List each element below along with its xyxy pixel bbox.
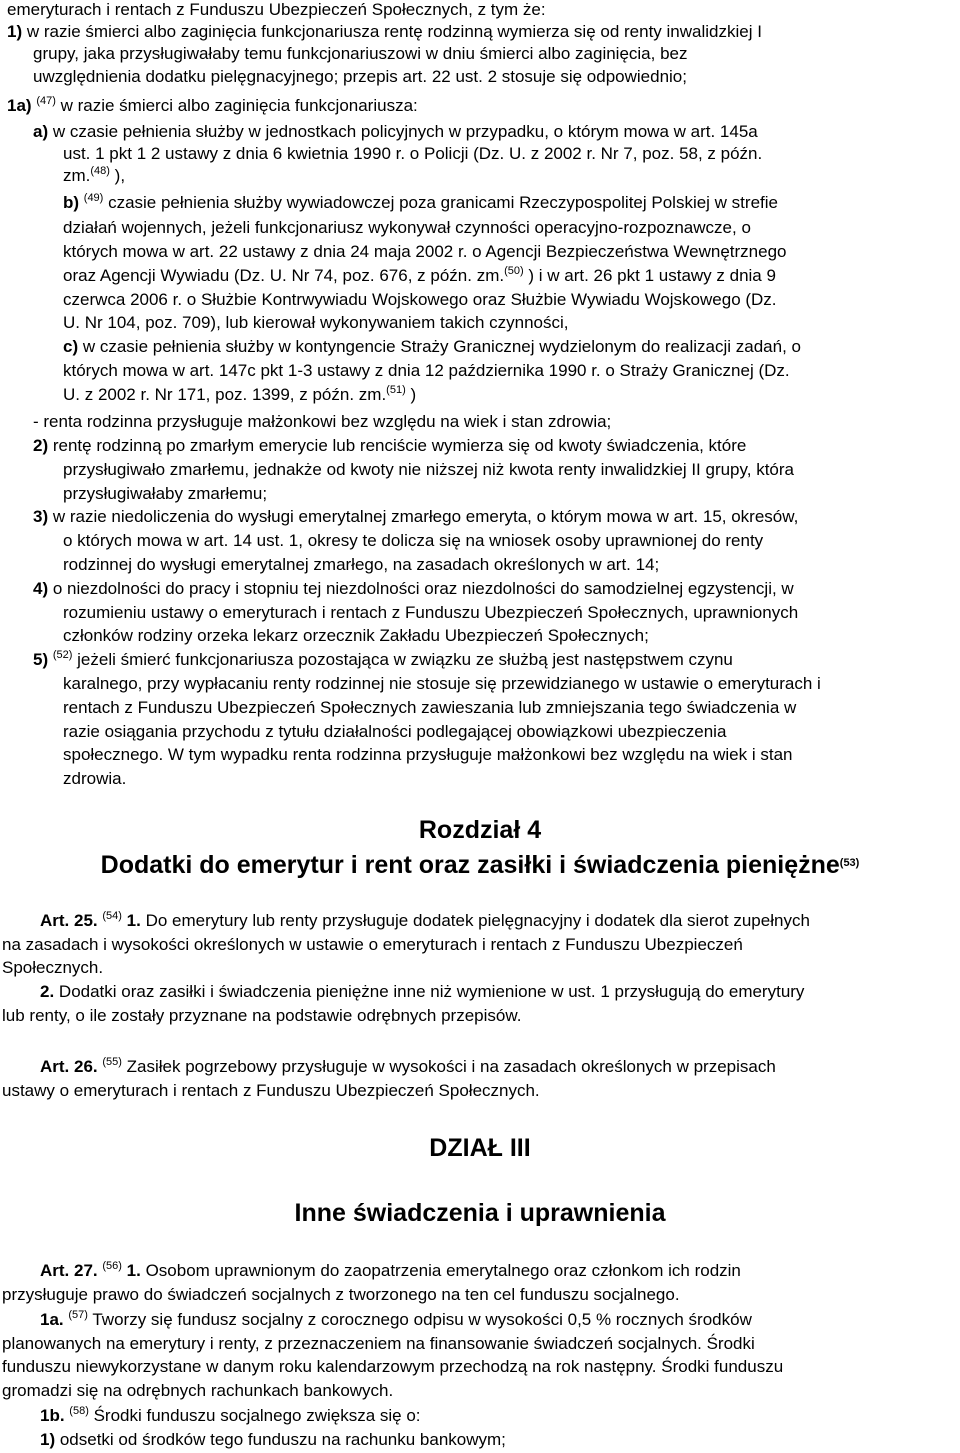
text-line [63,266,776,286]
text-line [63,603,798,623]
text-span: razie osiągania przychodu z tytułu działalności podlegającej obowiązkowi ubezpieczenia [63,722,727,741]
part-title [0,1133,960,1163]
footnote-ref: (51) [386,384,406,396]
text-span: których mowa w art. 22 ustawy z dnia 24 maja 2002 r. o Agencji Bezpieczeństwa Wewnętrznego [63,242,787,261]
bold-label: 2. [40,982,55,1001]
text-line [63,242,787,262]
text-line [63,745,792,765]
text-span: w razie śmierci albo zaginięcia funkcjonariusza rentę rodzinną wymierza się od renty inwalidzkiej I [22,22,762,41]
text-span: ustawy o emeryturach i rentach z Funduszu Ubezpieczeń Społecznych. [2,1081,540,1100]
bold-label: Art. 27. [40,1261,98,1280]
text-line [63,769,126,789]
text-span: Do emerytury lub renty przysługuje dodatek pielęgnacyjny i dodatek dla sierot zupełnych [140,911,810,930]
text-line [63,337,801,357]
text-line [63,484,267,504]
text-span: rentę rodzinną po zmarłym emerycie lub renciście wymierza się od kwoty świadczenia, które [48,436,747,455]
bold-label: 1) [40,1430,56,1449]
text-line [63,193,778,213]
text-span: Dodatki oraz zasiłki i świadczenia pieniężne inne niż wymienione w ust. 1 przysługują do emerytury [54,982,805,1001]
text-span: Środki funduszu socjalnego zwiększa się o: [88,1406,421,1425]
text-span: ), [109,166,126,185]
bold-label: c) [63,337,79,356]
text-span: Tworzy się fundusz socjalny z corocznego odpisu w wysokości 0,5 % rocznych środków [87,1310,752,1329]
text-line [7,0,546,20]
text-span: działań wojennych, jeżeli funkcjonariusz wykonywał czynności operacyjno-rozpoznawcze, o [63,218,751,237]
chapter-title [0,815,960,845]
text-span: Społecznych. [2,958,104,977]
text-span: uwzględnienia dodatku pielęgnacyjnego; przepis art. 22 ust. 2 stosuje się odpowiednio; [33,67,687,86]
text-span: planowanych na emerytury i renty, z przeznaczeniem na finansowanie świadczeń socjalnych. Środki [2,1334,755,1353]
text-line [40,1310,752,1330]
text-line [63,144,762,164]
text-span: o których mowa w art. 14 ust. 1, okresy te dolicza się na wniosek osoby uprawnionej do renty [63,531,764,550]
text-span: w razie niedoliczenia do wysługi emerytalnej zmarłego emeryta, o którym mowa w art. 15, okresów, [48,507,799,526]
text-span: oraz Agencji Wywiadu (Dz. U. Nr 74, poz. 676, z późn. zm. [63,266,505,285]
bold-label: 1. [126,911,141,930]
text-line [33,122,758,142]
part-subtitle [0,1198,960,1228]
text-span: na zasadach i wysokości określonych w ustawie o emeryturach i rentach z Funduszu Ubezpieczeń [2,935,743,954]
bold-label: 2) [33,436,49,455]
text-line [40,1430,506,1450]
text-line [2,958,103,978]
text-span: rozumieniu ustawy o emeryturach i rentach z Funduszu Ubezpieczeń Społecznych, uprawnionych [63,603,799,622]
text-line [63,555,659,575]
bold-label: 1b. [40,1406,65,1425]
text-line [63,698,796,718]
bold-label: b) [63,193,80,212]
text-span: DZIAŁ III [429,1134,531,1162]
text-line [63,166,125,186]
text-span: czerwca 2006 r. o Służbie Kontrwywiadu Wojskowego oraz Służbie Wywiadu Wojskowego (Dz. [63,290,777,309]
text-line [40,982,804,1002]
text-line [40,1261,741,1281]
text-line [63,290,777,310]
footnote-ref: (52) [52,649,73,661]
text-span: odsetki od środków tego funduszu na rachunku bankowym; [55,1430,506,1449]
text-line [63,626,649,646]
text-span: grupy, jaka przysługiwałaby temu funkcjonariuszowi w dniu śmierci albo zaginięcia, bez [33,44,688,63]
bold-label: Art. 25. [40,911,98,930]
text-line [63,531,763,551]
bold-label: 1a) [7,96,32,115]
bold-label: 3) [33,507,49,526]
text-line [63,460,794,480]
text-span: ) [405,385,417,404]
text-line [2,1381,393,1401]
footnote-ref: (47) [36,95,56,107]
text-line [33,44,688,64]
text-span: zm. [63,166,91,185]
text-line [2,935,743,955]
text-line [40,911,810,931]
text-line [33,67,687,87]
text-line [33,507,798,527]
bold-label: 4) [33,579,49,598]
footnote-ref: (57) [68,1309,88,1321]
text-line [7,22,762,42]
text-span: Rozdział 4 [418,816,542,844]
text-span: U. z 2002 r. Nr 171, poz. 1399, z późn. zm. [63,385,387,404]
text-line [33,412,611,432]
text-span: lub renty, o ile zostały przyznane na podstawie odrębnych przepisów. [2,1006,522,1025]
text-span: gromadzi się na odrębnych rachunkach bankowych. [2,1381,394,1400]
text-span: Dodatki do emerytur i rent oraz zasiłki i świadczenia pieniężne [100,851,840,879]
text-line [40,1406,421,1426]
text-span: których mowa w art. 147c pkt 1-3 ustawy z dnia 12 października 1990 r. o Straży Granicznej (Dz. [63,361,790,380]
text-span: - renta rodzinna przysługuje małżonkowi bez względu na wiek i stan zdrowia; [33,412,612,431]
text-span: rodzinnej do wysługi emerytalnej zmarłego, na zasadach określonych w art. 14; [63,555,660,574]
text-span: Inne świadczenia i uprawnienia [294,1199,666,1227]
text-line [33,579,794,599]
bold-label: 1a. [40,1310,64,1329]
text-line [33,650,733,670]
text-line [63,722,726,742]
footnote-ref: (50) [504,265,524,277]
text-span: w czasie pełnienia służby w jednostkach policyjnych w przypadku, o którym mowa w art. 145a [48,122,758,141]
text-span: Zasiłek pogrzebowy przysługuje w wysokości i na zasadach określonych w przepisach [121,1057,776,1076]
text-line [2,1006,521,1026]
footnote-ref: (58) [69,1405,89,1417]
text-span: karalnego, przy wypłacaniu renty rodzinnej nie stosuje się przewidzianego w ustawie o emeryturach i [63,674,821,693]
footnote-ref: (56) [102,1260,122,1272]
text-span: rentach z Funduszu Ubezpieczeń Społecznych zawieszania lub zmniejszania tego świadczenia w [63,698,797,717]
text-line [2,1334,755,1354]
footnote-ref: (49) [83,192,104,204]
text-span: ust. 1 pkt 1 2 ustawy z dnia 6 kwietnia 1990 r. o Policji (Dz. U. z 2002 r. Nr 7, poz. 58, z późn. [63,144,763,163]
footnote-ref: (48) [90,165,110,177]
text-span: w czasie pełnienia służby w kontyngencie Straży Granicznej wydzielonym do realizacji zadań, o [78,337,801,356]
text-line [2,1285,680,1305]
footnote-ref: (55) [102,1056,122,1068]
text-span: społecznego. W tym wypadku renta rodzinna przysługuje małżonkowi bez względu na wiek i stan [63,745,793,764]
chapter-subtitle [0,850,960,880]
bold-label: 1. [126,1261,141,1280]
text-span: członków rodziny orzeka lekarz orzecznik Zakładu Ubezpieczeń Społecznych; [63,626,649,645]
text-line [7,96,418,116]
text-span: U. Nr 104, poz. 709), lub kierował wykonywaniem takich czynności, [63,313,569,332]
text-line [2,1081,540,1101]
footnote-ref: (53) [839,857,860,869]
text-span: przysługiwałaby zmarłemu; [63,484,268,503]
text-line [63,385,416,405]
bold-label: a) [33,122,49,141]
text-line [2,1357,783,1377]
text-span: przysługuje prawo do świadczeń socjalnych z tworzonego na ten cel funduszu socjalnego. [2,1285,680,1304]
text-span: jeżeli śmierć funkcjonariusza pozostająca w związku ze służbą jest następstwem czynu [72,650,733,669]
text-line [63,313,569,333]
text-line [63,218,751,238]
text-span: o niezdolności do pracy i stopniu tej niezdolności oraz niezdolności do samodzielnej egzystencji, w [48,579,794,598]
text-span: emeryturach i rentach z Funduszu Ubezpieczeń Społecznych, z tym że: [7,0,546,19]
text-span: w razie śmierci albo zaginięcia funkcjonariusza: [55,96,418,115]
text-line [40,1057,776,1077]
text-span: ) i w art. 26 pkt 1 ustawy z dnia 9 [523,266,776,285]
text-span: czasie pełnienia służby wywiadowczej poza granicami Rzeczypospolitej Polskiej w strefie [103,193,778,212]
text-span: przysługiwało zmarłemu, jednakże od kwoty nie niższej niż kwota renty inwalidzkiej II grupy, która [63,460,794,479]
bold-label: Art. 26. [40,1057,98,1076]
bold-label: 1) [7,22,23,41]
text-line [63,361,790,381]
text-span: funduszu niewykorzystane w danym roku kalendarzowym przechodzą na rok następny. Środki funduszu [2,1357,784,1376]
text-span: Osobom uprawnionym do zaopatrzenia emerytalnego oraz członkom ich rodzin [140,1261,741,1280]
bold-label: 5) [33,650,49,669]
footnote-ref: (54) [102,910,122,922]
text-line [63,674,821,694]
text-span: zdrowia. [63,769,127,788]
text-line [33,436,746,456]
